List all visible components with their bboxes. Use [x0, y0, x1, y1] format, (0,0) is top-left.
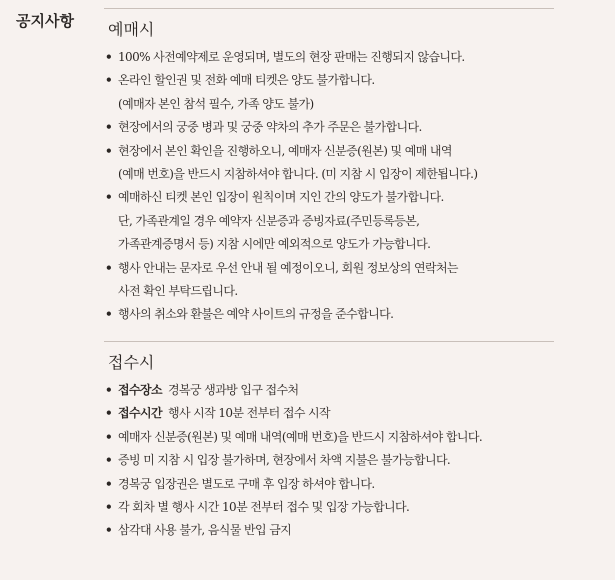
- bullet-icon: •: [105, 523, 113, 538]
- list-item: [104, 186, 554, 256]
- list-item: [104, 496, 554, 519]
- bullet-icon: •: [105, 383, 113, 397]
- section-reservation: [104, 8, 554, 327]
- item-text: 단, 가족관계일 경우 예약자 신분증과 증빙자료(주민등록등본,: [118, 213, 420, 228]
- list-item-line: [118, 257, 554, 280]
- list-item-line: [118, 519, 554, 542]
- bullet-icon: •: [105, 429, 113, 444]
- notice-list: [104, 46, 554, 327]
- list-item-line: [118, 69, 554, 92]
- item-text: 경복궁 입장권은 별도로 구매 후 입장 하셔야 합니다.: [118, 476, 375, 491]
- list-item-line: [118, 496, 554, 519]
- item-text: 100% 사전예약제로 운영되며, 별도의 현장 판매는 진행되지 않습니다.: [118, 50, 465, 64]
- bullet-icon: •: [105, 143, 113, 158]
- list-item-line: [118, 233, 554, 256]
- list-item: [104, 303, 554, 326]
- list-item: [104, 69, 554, 116]
- list-item-line: [118, 473, 554, 496]
- list-item-line: [118, 303, 554, 326]
- section-divider: [104, 8, 554, 9]
- list-item: [104, 449, 554, 472]
- list-item-line: [118, 402, 554, 425]
- item-label: 접수시간: [118, 406, 162, 421]
- item-text: 행사 안내는 문자로 우선 안내 될 예정이오니, 회원 정보상의 연락처는: [118, 260, 458, 275]
- list-item: [104, 116, 554, 139]
- item-text: 행사의 취소와 환불은 예약 사이트의 규정을 준수합니다.: [118, 307, 394, 322]
- list-item-line: [118, 426, 554, 449]
- item-text: 가족관계증명서 등) 지참 시에만 예외적으로 양도가 가능합니다.: [118, 237, 431, 252]
- item-text: 예매하신 티켓 본인 입장이 원칙이며 지인 간의 양도가 불가합니다.: [118, 190, 444, 205]
- bullet-icon: •: [105, 190, 113, 205]
- list-item-line: [118, 140, 554, 163]
- item-text: 각 회차 별 행사 시간 10분 전부터 접수 및 입장 가능합니다.: [118, 500, 410, 515]
- bullet-icon: •: [105, 260, 113, 275]
- list-item-line: [118, 210, 554, 233]
- bullet-icon: •: [105, 406, 113, 421]
- item-text: 사전 확인 부탁드립니다.: [118, 284, 238, 299]
- bullet-icon: •: [105, 50, 113, 64]
- list-item-line: [118, 280, 554, 303]
- list-item-line: [118, 449, 554, 472]
- item-text: 온라인 할인권 및 전화 예매 티켓은 양도 불가합니다.: [118, 73, 375, 88]
- item-text: 경복궁 생과방 입구 접수처: [167, 383, 299, 397]
- item-text: (예매 번호)을 반드시 지참하셔야 합니다. (미 지참 시 입장이 제한됩니다.): [118, 167, 478, 182]
- item-text: 현장에서 본인 확인을 진행하오니, 예매자 신분증(원본) 및 예매 내역: [118, 143, 452, 158]
- list-item: [104, 257, 554, 304]
- item-label: 접수장소: [118, 383, 162, 397]
- section-reception: [104, 341, 554, 543]
- section-divider: [104, 341, 554, 342]
- list-item: [104, 519, 554, 542]
- list-item: [104, 379, 554, 402]
- list-item-line: [118, 163, 554, 186]
- bullet-icon: •: [105, 500, 113, 515]
- list-item: [104, 473, 554, 496]
- item-text: 예매자 신분증(원본) 및 예매 내역(예매 번호)을 반드시 지참하셔야 합니다.: [118, 429, 483, 444]
- list-item-line: [118, 93, 554, 116]
- item-text: 현장에서의 궁중 병과 및 궁중 약차의 추가 주문은 불가합니다.: [118, 120, 422, 135]
- item-text: 행사 시작 10분 전부터 접수 시작: [167, 406, 331, 421]
- list-item-line: [118, 186, 554, 209]
- list-item-line: [118, 116, 554, 139]
- list-item: [104, 46, 554, 69]
- section-title: 접수시: [108, 353, 155, 372]
- list-item: [104, 140, 554, 187]
- bullet-icon: •: [105, 73, 113, 88]
- list-item-line: [118, 379, 554, 402]
- bullet-icon: •: [105, 476, 113, 491]
- bullet-icon: •: [105, 453, 113, 468]
- item-text: 삼각대 사용 불가, 음식물 반입 금지: [118, 523, 292, 538]
- notice-heading: 공지사항: [16, 12, 74, 30]
- item-text: (예매자 본인 참석 필수, 가족 양도 불가): [118, 96, 314, 111]
- bullet-icon: •: [105, 307, 113, 322]
- list-item: [104, 426, 554, 449]
- bullet-icon: •: [105, 120, 113, 135]
- list-item: [104, 402, 554, 425]
- section-title: 예매시: [108, 20, 155, 39]
- list-item-line: [118, 46, 554, 69]
- notice-list: [104, 379, 554, 543]
- item-text: 증빙 미 지참 시 입장 불가하며, 현장에서 차액 지불은 불가능합니다.: [118, 453, 451, 468]
